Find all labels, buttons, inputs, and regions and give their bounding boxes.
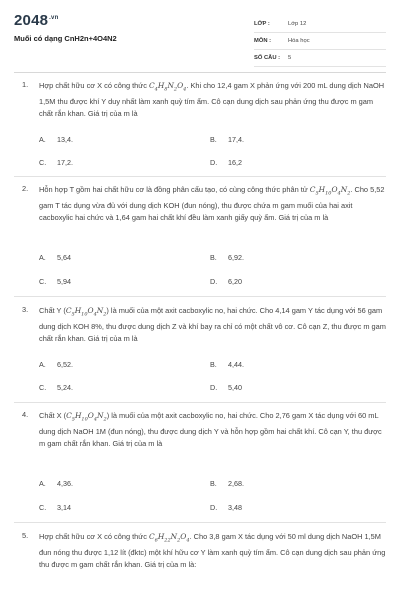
- question-text-part: ) là muối của một axit cacboxylic no, hai chức. Cho 4,14 gam Y tác dụng với 56 gam dung dịch KOH 8%, thu được dung dịch Z và khí bay ra chỉ có một chất vô cơ. Cô cạn Z, thu được m gam chất rắn khan. Giá trị của m là: [39, 306, 386, 344]
- option-letter: A.: [39, 360, 46, 369]
- option-letter: C.: [39, 503, 47, 512]
- option-value: 5,64: [57, 253, 71, 262]
- option-value: 5,94: [57, 277, 71, 286]
- option-value: 6,92.: [228, 253, 244, 262]
- option-letter: D.: [210, 503, 218, 512]
- option-letter: C.: [39, 277, 47, 286]
- logo-text: 2048: [14, 12, 49, 29]
- option-value: 6,20: [228, 277, 242, 286]
- option-d[interactable]: [210, 503, 242, 512]
- option-d[interactable]: [210, 158, 242, 167]
- question-text-part: Chất Y (: [39, 306, 66, 315]
- question-separator: [14, 522, 386, 523]
- meta-row-class: [254, 16, 386, 33]
- option-value: 17,2.: [57, 158, 73, 167]
- question-text: [39, 184, 387, 225]
- option-b[interactable]: [210, 360, 244, 369]
- option-value: 2,68.: [228, 479, 244, 488]
- option-value: 5,40: [228, 383, 242, 392]
- question-text: [39, 305, 387, 346]
- option-value: 4,36.: [57, 479, 73, 488]
- question-text-part: . Cho 3,8 gam X tác dụng với 50 ml dung dịch NaOH 1,5M đun nóng thu được 1,12 lít (đktc) một khí hữu cơ Y làm xanh quỳ tím ẩm. Cô cạn dung dịch sau phản ứng thu được m gam chất rắn khan. Giá trị của m là:: [39, 532, 386, 570]
- question-number: 2.: [22, 184, 29, 193]
- question-text-part: Hợp chất hữu cơ X có công thức: [39, 532, 149, 541]
- question-text-part: Hỗn hợp T gồm hai chất hữu cơ là đồng phân cấu tạo, có cùng công thức phân tử: [39, 185, 310, 194]
- meta-value: 5: [288, 55, 292, 61]
- question-separator: [14, 176, 386, 177]
- question-text-part: Chất X (: [39, 411, 67, 420]
- option-c[interactable]: [39, 383, 73, 392]
- option-letter: A.: [39, 253, 46, 262]
- meta-key: MÔN :: [254, 38, 272, 44]
- option-b[interactable]: [210, 479, 244, 488]
- option-value: 5,24.: [57, 383, 73, 392]
- site-logo[interactable]: [14, 12, 58, 29]
- question-text: [39, 410, 387, 451]
- question-separator: [14, 296, 386, 297]
- option-d[interactable]: [210, 277, 242, 286]
- question-number: 3.: [22, 305, 29, 314]
- question-text-part: . Khi cho 12,4 gam X phản ứng với 200 mL dung dịch NaOH 1,5M thu được khí Y duy nhất làm xanh quỳ tím ẩm. Cô cạn dung dịch sau phản ứng thu được m gam chất rắn khan. Giá trị của m là: [39, 81, 385, 119]
- chemical-formula: $C_4H_8N_2O_4$: [148, 81, 187, 93]
- option-letter: B.: [210, 253, 217, 262]
- question-text-part: Hợp chất hữu cơ X có công thức: [39, 81, 149, 90]
- option-value: 17,4.: [228, 135, 244, 144]
- question-text: [39, 80, 387, 121]
- option-b[interactable]: [210, 135, 244, 144]
- question-text: [39, 531, 387, 572]
- document-title: Muối có dạng CnH2n+4O4N2: [14, 34, 117, 43]
- option-c[interactable]: [39, 277, 71, 286]
- question-text-part: ) là muối của một axit cacboxylic no, hai chức. Cho 2,76 gam X tác dụng với 60 mL dung dịch NaOH 1M (đun nóng), thu được dung dịch Y và hỗn hợp gồm hai chất khí. Cô cạn Y, thu được m gam chất rắn khan. Giá trị của m là: [39, 411, 382, 449]
- question-text-part: . Cho 5,52 gam T tác dụng vừa đủ với dung dịch KOH (đun nóng), thu được chứa m gam muối của hai axit cacboxylic hai chức và 1,64 gam hai chất khí đều làm xanh giấy quỳ ẩm. Giá trị của m là: [39, 185, 385, 223]
- meta-row-question-count: [254, 50, 386, 67]
- option-letter: B.: [210, 479, 217, 488]
- option-letter: A.: [39, 135, 46, 144]
- question-number: 1.: [22, 80, 29, 89]
- question-number: 5.: [22, 531, 29, 540]
- option-value: 3,14: [57, 503, 71, 512]
- option-value: 3,48: [228, 503, 242, 512]
- logo-suffix: .vn: [49, 15, 59, 21]
- chemical-formula: $C_5H_{10}O_4N_2$: [309, 185, 351, 197]
- option-letter: D.: [210, 158, 218, 167]
- option-c[interactable]: [39, 158, 73, 167]
- chemical-formula: $C_6H_{22}N_2O_4$: [148, 532, 190, 544]
- option-c[interactable]: [39, 503, 71, 512]
- option-a[interactable]: [39, 135, 73, 144]
- meta-key: LỚP :: [254, 21, 270, 27]
- meta-value: Hóa học: [288, 38, 310, 44]
- option-letter: D.: [210, 383, 218, 392]
- question-number: 4.: [22, 410, 29, 419]
- meta-row-subject: [254, 33, 386, 50]
- option-d[interactable]: [210, 383, 242, 392]
- option-value: 16,2: [228, 158, 242, 167]
- question-separator: [14, 402, 386, 403]
- option-letter: C.: [39, 158, 47, 167]
- option-value: 6,52.: [57, 360, 73, 369]
- option-letter: C.: [39, 383, 47, 392]
- header-divider: [14, 72, 386, 73]
- chemical-formula: $C_5H_{10}O_4N_2$: [65, 306, 107, 318]
- meta-value: Lớp 12: [288, 21, 307, 27]
- option-b[interactable]: [210, 253, 244, 262]
- option-letter: D.: [210, 277, 218, 286]
- option-a[interactable]: [39, 479, 73, 488]
- chemical-formula: $C_5H_{10}O_4N_2$: [66, 411, 107, 423]
- meta-key: SỐ CÂU :: [254, 55, 281, 61]
- option-letter: A.: [39, 479, 46, 488]
- meta-table: [254, 16, 386, 67]
- option-value: 13,4.: [57, 135, 73, 144]
- option-a[interactable]: [39, 253, 71, 262]
- option-letter: B.: [210, 135, 217, 144]
- option-letter: B.: [210, 360, 217, 369]
- option-a[interactable]: [39, 360, 73, 369]
- option-value: 4,44.: [228, 360, 244, 369]
